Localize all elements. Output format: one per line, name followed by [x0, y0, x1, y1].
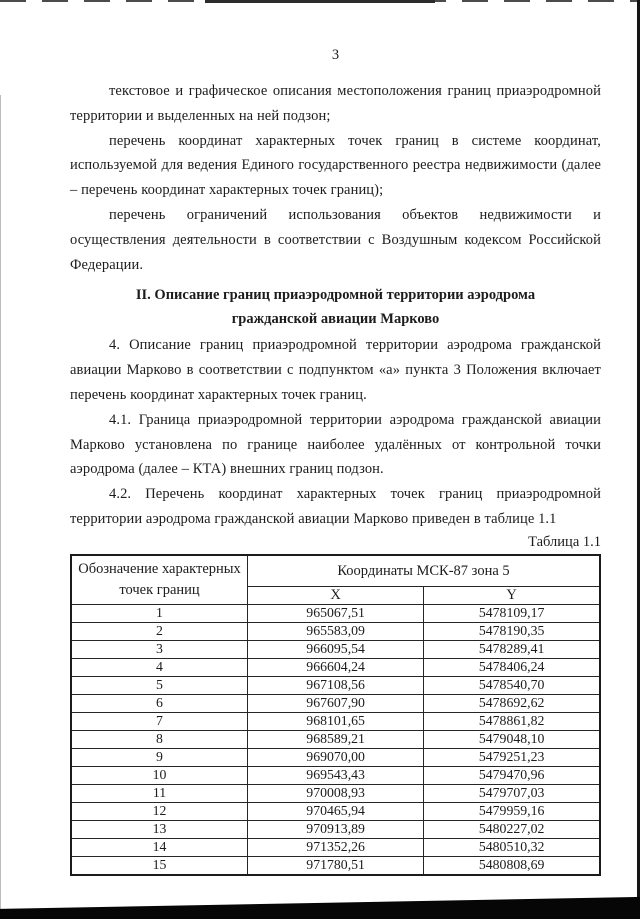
coordinates-table — [70, 554, 601, 876]
scan-artifact-left-edge — [0, 95, 1, 919]
coordinates-table-body — [71, 604, 600, 875]
x-value-cell: 971780,51 — [248, 856, 424, 875]
column-header-y: Y — [424, 586, 600, 604]
point-number-cell: 12 — [71, 802, 248, 820]
y-value-cell: 5479048,10 — [424, 730, 600, 748]
paragraph-coordinate-list: перечень координат характерных точек границ в системе координат, используемой для ведения Единого государственного реестра недвижимости (далее – перечень координат характерных точек границ); — [70, 132, 601, 199]
column-header-coordinate-system: Координаты МСК-87 зона 5 — [248, 555, 601, 587]
point-number-cell: 2 — [71, 622, 248, 640]
y-value-cell: 5478406,24 — [424, 658, 600, 676]
table-row — [71, 856, 600, 875]
table-caption: Таблица 1.1 — [528, 533, 601, 550]
paragraph-4-1: 4.1. Граница приаэродромной территории аэродрома гражданской авиации Марково установлена по границе наиболее удалённых от контрольной точки аэродрома (далее – КТА) внешних границ подзон. — [70, 411, 601, 478]
y-value-cell: 5479470,96 — [424, 766, 600, 784]
x-value-cell: 969070,00 — [248, 748, 424, 766]
table-row — [71, 604, 600, 622]
y-value-cell: 5479707,03 — [424, 784, 600, 802]
y-value-cell: 5480227,02 — [424, 820, 600, 838]
y-value-cell: 5478109,17 — [424, 604, 600, 622]
table-row — [71, 730, 600, 748]
point-number-cell: 15 — [71, 856, 248, 875]
point-number-cell: 6 — [71, 694, 248, 712]
point-number-cell: 5 — [71, 676, 248, 694]
x-value-cell: 970465,94 — [248, 802, 424, 820]
point-number-cell: 4 — [71, 658, 248, 676]
table-row — [71, 784, 600, 802]
paragraph-restrictions-list: перечень ограничений использования объектов недвижимости и осуществления деятельности в соответствии с Воздушным кодексом Российской Федерации. — [70, 206, 601, 273]
y-value-cell: 5478861,82 — [424, 712, 600, 730]
point-number-cell: 8 — [71, 730, 248, 748]
point-number-cell: 1 — [71, 604, 248, 622]
table-row — [71, 640, 600, 658]
x-value-cell: 970008,93 — [248, 784, 424, 802]
x-value-cell: 968101,65 — [248, 712, 424, 730]
paragraph-text-graphic-description: текстовое и графическое описания местоположения границ приаэродромной территории и выделенных на ней подзон; — [70, 83, 601, 124]
table-row — [71, 694, 600, 712]
x-value-cell: 967108,56 — [248, 676, 424, 694]
x-value-cell: 969543,43 — [248, 766, 424, 784]
table-row — [71, 676, 600, 694]
x-value-cell: 967607,90 — [248, 694, 424, 712]
table-row — [71, 820, 600, 838]
point-number-cell: 9 — [71, 748, 248, 766]
table-row — [71, 802, 600, 820]
y-value-cell: 5478289,41 — [424, 640, 600, 658]
point-number-cell: 7 — [71, 712, 248, 730]
x-value-cell: 966095,54 — [248, 640, 424, 658]
column-header-point-designation: Обозначение характерных точек границ — [71, 555, 248, 605]
section-heading-line2: гражданской авиации Марково — [231, 311, 440, 328]
page-content — [70, 0, 601, 876]
point-number-cell: 13 — [71, 820, 248, 838]
point-number-cell: 10 — [71, 766, 248, 784]
scan-artifact-bottom-band — [0, 895, 640, 919]
y-value-cell: 5478692,62 — [424, 694, 600, 712]
table-row — [71, 712, 600, 730]
table-row — [71, 838, 600, 856]
table-row — [71, 658, 600, 676]
y-value-cell: 5480808,69 — [424, 856, 600, 875]
x-value-cell: 966604,24 — [248, 658, 424, 676]
coordinates-table-header — [71, 555, 600, 605]
y-value-cell: 5479251,23 — [424, 748, 600, 766]
x-value-cell: 968589,21 — [248, 730, 424, 748]
point-number-cell: 14 — [71, 838, 248, 856]
y-value-cell: 5478540,70 — [424, 676, 600, 694]
x-value-cell: 965067,51 — [248, 604, 424, 622]
section-heading-line1: II. Описание границ приаэродромной территории аэродрома — [135, 287, 536, 304]
y-value-cell: 5478190,35 — [424, 622, 600, 640]
x-value-cell: 970913,89 — [248, 820, 424, 838]
section-heading — [70, 283, 601, 331]
y-value-cell: 5479959,16 — [424, 802, 600, 820]
paragraph-4: 4. Описание границ приаэродромной территории аэродрома гражданской авиации Марково в соответствии с подпунктом «а» пункта 3 Положения включает перечень координат характерных точек границ. — [70, 337, 601, 403]
table-row — [71, 748, 600, 766]
page-number: 3 — [331, 47, 340, 63]
point-number-cell: 3 — [71, 640, 248, 658]
x-value-cell: 965583,09 — [248, 622, 424, 640]
point-number-cell: 11 — [71, 784, 248, 802]
paragraph-4-2: 4.2. Перечень координат характерных точек границ приаэродромной территории аэродрома гражданской авиации Марково приведен в таблице 1.1 — [70, 486, 601, 527]
column-header-x: X — [248, 586, 424, 604]
x-value-cell: 971352,26 — [248, 838, 424, 856]
y-value-cell: 5480510,32 — [424, 838, 600, 856]
table-row — [71, 766, 600, 784]
table-row — [71, 622, 600, 640]
